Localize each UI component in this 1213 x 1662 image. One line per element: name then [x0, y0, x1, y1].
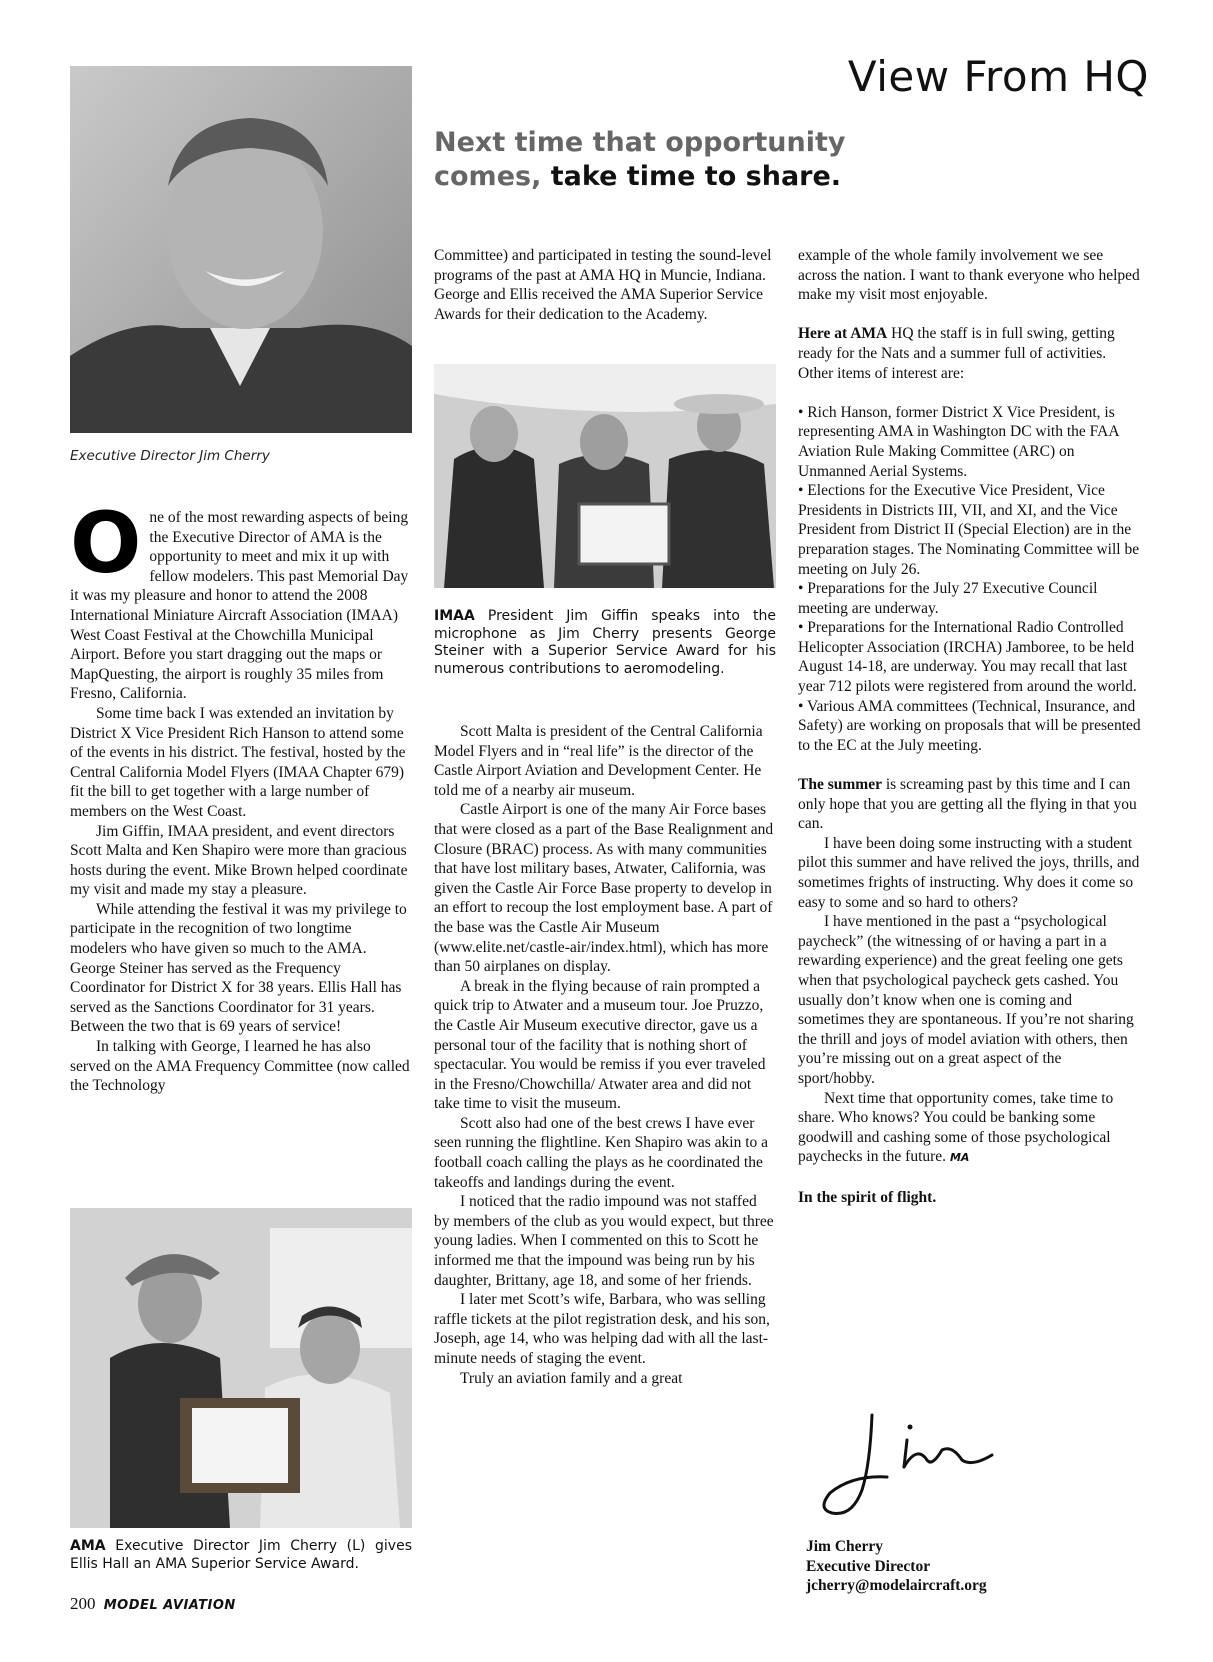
col3-paragraph-4: I have mentioned in the past a “psychological paycheck” (the witnessing of or having a part in a rewarding experience) and the great feeling one gets when that psychological paycheck gets cashed. You usually don’t know when one is coming and sometimes they are spontaneous. If you’re not sharing the thrill and joys of model aviation with others, then you’re missing out on a great aspect of the sport/hobby. — [798, 913, 1134, 1087]
signer-email[interactable]: jcherry@modelaircraft.org — [806, 1577, 987, 1595]
middle-photo-caption: IMAA President Jim Giffin speaks into the microphone as Jim Cherry presents George Steiner with a Superior Service Award for his numerous contributions to aeromodeling. — [434, 608, 776, 677]
column-3 — [798, 246, 1142, 1207]
col1-paragraph-2: Some time back I was extended an invitation by District X Vice President Rich Hanson to attend some of the events in his district. The festival, hosted by the Central California Model Flyers (IMAA Chapter 679) fit the bill to get together with a large number of members on the West Coast. — [70, 704, 406, 820]
article-headline — [434, 126, 934, 194]
col3-bullet-1: • Rich Hanson, former District X Vice President, is representing AMA in Washington DC with the FAA Aviation Rule Making Committee (ARC) on Unmanned Aerial Systems. — [798, 403, 1119, 480]
column-2-bottom — [434, 722, 776, 1388]
col3-paragraph-3: I have been doing some instructing with a student pilot this summer and have relived the joys, thrills, and sometimes frights of instructing. Why does it come so easy to some and so hard to others? — [798, 834, 1140, 911]
col1-paragraph-4: While attending the festival it was my privilege to participate in the recognition of two longtime modelers who have given so much to the AMA. George Steiner has served as the Frequency Coordinator for District X for 38 years. Ellis Hall has served as the Sanctions Coordinator for 31 years. Between the two that is 69 years of service! — [70, 900, 407, 1036]
bottom-photo-caption: AMA Executive Director Jim Cherry (L) gives Ellis Hall an AMA Superior Service Award. — [70, 1538, 412, 1572]
column-1 — [70, 494, 412, 1096]
col3-bullet-4: • Preparations for the International Radio Controlled Helicopter Association (IRCHA) Jamboree, to be held August 14-18, are underway. You may recall that last year 712 pilots were registered from around the world. — [798, 619, 1137, 696]
signer-name: Jim Cherry — [806, 1538, 884, 1555]
col1-paragraph-5: In talking with George, I learned he has also served on the AMA Frequency Committee (now called the Technology — [70, 1038, 410, 1095]
col3-bullet-2: • Elections for the Executive Vice President, Vice Presidents in Districts III, VII, and XI, and the Vice President from District II (Special Election) are in the preparation stages. The Nominating Committee will be meeting on July 26. — [798, 482, 1140, 578]
portrait-caption: Executive Director Jim Cherry — [70, 448, 270, 464]
page-number: 200 — [70, 1594, 96, 1613]
col3-bullet-5: • Various AMA committees (Technical, Insurance, and Safety) are working on proposals that will be presented to the EC at the July meeting. — [798, 697, 1141, 754]
col3-bullet-3: • Preparations for the July 27 Executive Council meeting are underway. — [798, 580, 1098, 617]
magazine-name: MODEL AVIATION — [103, 1598, 236, 1613]
award-photo-george-steiner — [434, 364, 776, 588]
drop-cap: O — [70, 494, 142, 592]
col2-paragraph-6: I later met Scott’s wife, Barbara, who was selling raffle tickets at the pilot registration desk, and his son, Joseph, age 14, who was helping dad with all the last-minute needs of staging the event. — [434, 1291, 770, 1367]
page-footer — [70, 1594, 236, 1614]
headline-light: Next time that opportunity comes, — [434, 127, 846, 192]
col3-paragraph-2: The summer is screaming past by this time and I can only hope that you are getting all the flying in that you can. — [798, 776, 1137, 833]
closing-line: In the spirit of flight. — [798, 1188, 937, 1206]
section-title: View From HQ — [847, 52, 1149, 101]
signer-title: Executive Director — [806, 1557, 931, 1575]
column-2-top — [434, 246, 776, 324]
col3-paragraph-0: example of the whole family involvement we see across the nation. I want to thank everyone who helped make my visit most enjoyable. — [798, 247, 1140, 304]
end-mark: MA — [949, 1151, 970, 1165]
col1-paragraph-3: Jim Giffin, IMAA president, and event directors Scott Malta and Ken Shapiro were more than gracious hosts during the event. Mike Brown helped coordinate my visit and made my stay a pleasure. — [70, 822, 408, 899]
col2-paragraph-0: Committee) and participated in testing the sound-level programs of the past at AMA HQ in Muncie, Indiana. George and Ellis received the AMA Superior Service Awards for their dedication to the Academy. — [434, 247, 772, 323]
col2-paragraph-4: Scott also had one of the best crews I have ever seen running the flightline. Ken Shapiro was akin to a football coach calling the plays as he coordinated the takeoffs and landings during the event. — [434, 1114, 769, 1191]
portrait-photo — [70, 66, 412, 433]
col3-paragraph-5: Next time that opportunity comes, take time to share. Who knows? You could be banking some goodwill and cashing some of those psychological paychecks in the future. MA — [798, 1089, 1114, 1166]
col1-paragraph-1: One of the most rewarding aspects of being the Executive Director of AMA is the opportunity to meet and mix it up with fellow modelers. This past Memorial Day it was my pleasure and honor to attend the 2008 International Miniature Aircraft Association (IMAA) West Coast Festival at the Chowchilla Municipal Airport. Before you start dragging out the maps or MapQuesting, the airport is roughly 35 miles from Fresno, California. — [70, 494, 409, 703]
col3-paragraph-1: Here at AMA HQ the staff is in full swing, getting ready for the Nats and a summer full of activities. Other items of interest are: — [798, 325, 1115, 382]
col2-paragraph-1: Scott Malta is president of the Central California Model Flyers and in “real life” is the director of the Castle Airport Aviation and Development Center. He told me of a nearby air museum. — [434, 723, 763, 799]
col2-paragraph-2: Castle Airport is one of the many Air Force bases that were closed as a part of the Base Realignment and Closure (BRAC) process. As with many communities that have lost military bases, Atwater, California, was given the Castle Air Force Base property to develop in an effort to recoup the lost employment base. A part of the base was the Castle Air Museum (www.elite.net/castle-air/index.html), which has more than 50 airplanes on display. — [434, 801, 774, 976]
col2-paragraph-5: I noticed that the radio impound was not staffed by members of the club as you would expect, but three young ladies. When I commented on this to Scott he informed me that the impound was being run by his daughter, Brittany, age 18, and some of her friends. — [434, 1193, 774, 1289]
award-photo-ellis-hall — [70, 1208, 412, 1528]
signature-image — [812, 1405, 1002, 1525]
col2-paragraph-3: A break in the flying because of rain prompted a quick trip to Atwater and a museum tour. Joe Pruzzo, the Castle Air Museum executive director, gave us a personal tour of the facility that is nothing short of spectacular. You would be remiss if you ever traveled in the Fresno/Chowchilla/ Atwater area and did not take time to visit the museum. — [434, 977, 766, 1113]
signature-block — [806, 1537, 987, 1596]
headline-dark: take time to share. — [550, 161, 842, 192]
col2-paragraph-7: Truly an aviation family and a great — [460, 1369, 683, 1387]
